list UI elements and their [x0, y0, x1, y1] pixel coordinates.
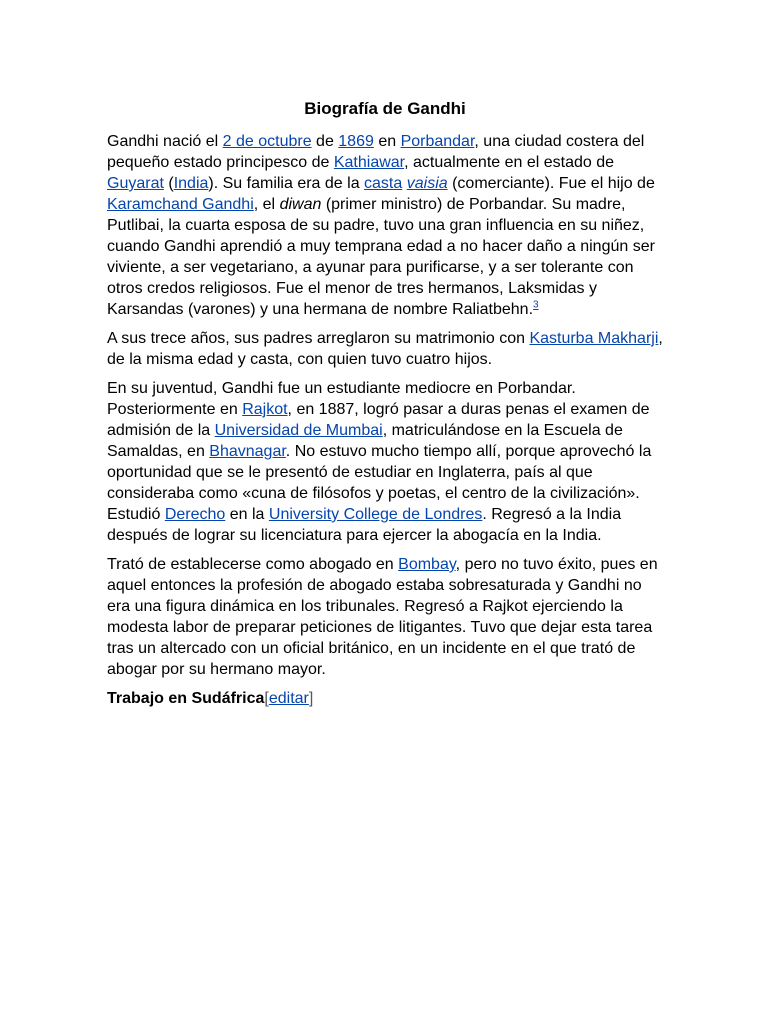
- text: , pero no tuvo éxito, pues en aquel entonces la profesión de abogado estaba sobresaturada y Gandhi no era una figura dinámica en los tribunales. Regresó a Rajkot ejerciendo la modesta labor de preparar peticiones de litigantes. Tuvo que dejar esta tarea tras un altercado con un oficial británico, en un incidente en el que trató de abogar por su hermano mayor.: [107, 556, 658, 678]
- text: En su juventud, Gandhi fue un estudiante mediocre en Porbandar. Posteriormente en: [107, 380, 576, 418]
- link-2-de-octubre[interactable]: 2 de octubre: [222, 133, 312, 150]
- reference-link-3[interactable]: 3: [533, 299, 539, 311]
- text: , de la misma edad y casta, con quien tuvo cuatro hijos.: [107, 330, 663, 368]
- italic-diwan: diwan: [279, 196, 322, 213]
- link-kathiawar[interactable]: Kathiawar: [333, 154, 405, 171]
- link-porbandar[interactable]: Porbandar: [400, 133, 475, 150]
- link-university-college-de-londres[interactable]: University College de Londres: [268, 506, 483, 523]
- text: . No estuvo mucho tiempo allí, porque aprovechó la oportunidad que se le presentó de estudiar en Inglaterra, país al que consideraba como «cuna de filósofos y poetas, el centro de la civilización». Estudió: [107, 443, 652, 523]
- link-derecho[interactable]: Derecho: [164, 506, 226, 523]
- text: , matriculándose en la Escuela de Samaldas, en: [107, 422, 623, 460]
- link-casta[interactable]: casta: [364, 175, 403, 192]
- text: A sus trece años, sus padres arreglaron su matrimonio con: [107, 330, 530, 347]
- section-heading-label: Trabajo en Sudáfrica: [107, 690, 265, 707]
- page-title: Biografía de Gandhi: [304, 99, 466, 118]
- edit-link[interactable]: editar: [268, 690, 309, 707]
- text: en: [373, 133, 401, 150]
- paragraph-lawyer: [107, 554, 663, 680]
- section-heading: [107, 688, 663, 710]
- article: [107, 97, 663, 710]
- text: Gandhi nació el: [107, 133, 223, 150]
- text: , una ciudad costera del pequeño estado principesco de: [107, 133, 645, 171]
- text: Trató de establecerse como abogado en: [107, 556, 399, 573]
- link-guyarat[interactable]: Guyarat: [107, 175, 164, 192]
- text: , en 1887, logró pasar a duras penas el examen de admisión de la: [107, 401, 650, 439]
- link-vaisia-label: vaisia: [406, 175, 448, 192]
- text: en la: [225, 506, 269, 523]
- text: (primer ministro) de Porbandar. Su madre, Putlibai, la cuarta esposa de su padre, tuvo una gran influencia en su niñez, cuando Gandhi aprendió a muy temprana edad a no hacer daño a ningún ser viviente, a ser vegetariano, a ayunar para purificarse, y a ser tolerante con otros credos religiosos. Fue el menor de tres hermanos, Laksmidas y Karsandas (varones) y una hermana de nombre Raliatbehn.: [107, 196, 655, 318]
- link-universidad-de-mumbai[interactable]: Universidad de Mumbai: [214, 422, 383, 439]
- link-karamchand-gandhi[interactable]: Karamchand Gandhi: [107, 196, 254, 213]
- link-1869[interactable]: 1869: [338, 133, 374, 150]
- paragraph-youth: [107, 378, 663, 546]
- link-bombay[interactable]: Bombay: [398, 556, 456, 573]
- link-india[interactable]: India: [173, 175, 209, 192]
- text: (comerciante). Fue el hijo de: [447, 175, 655, 192]
- text: (: [163, 175, 174, 192]
- edit-bracket-close: ]: [308, 690, 314, 707]
- paragraph-birth: [107, 131, 663, 320]
- text: , el: [253, 196, 280, 213]
- link-rajkot[interactable]: Rajkot: [242, 401, 288, 418]
- text: . Regresó a la India después de lograr su licenciatura para ejercer la abogacía en la India.: [107, 506, 622, 544]
- edit-bracket-open: [: [264, 690, 269, 707]
- text: ). Su familia era de la: [208, 175, 365, 192]
- paragraph-marriage: [107, 328, 663, 370]
- reference-sup: [533, 300, 539, 311]
- link-vaisia[interactable]: [407, 175, 448, 192]
- text: de: [311, 133, 339, 150]
- link-kasturba-makharji[interactable]: Kasturba Makharji: [529, 330, 659, 347]
- link-bhavnagar[interactable]: Bhavnagar: [209, 443, 286, 460]
- text: , actualmente en el estado de: [404, 154, 615, 171]
